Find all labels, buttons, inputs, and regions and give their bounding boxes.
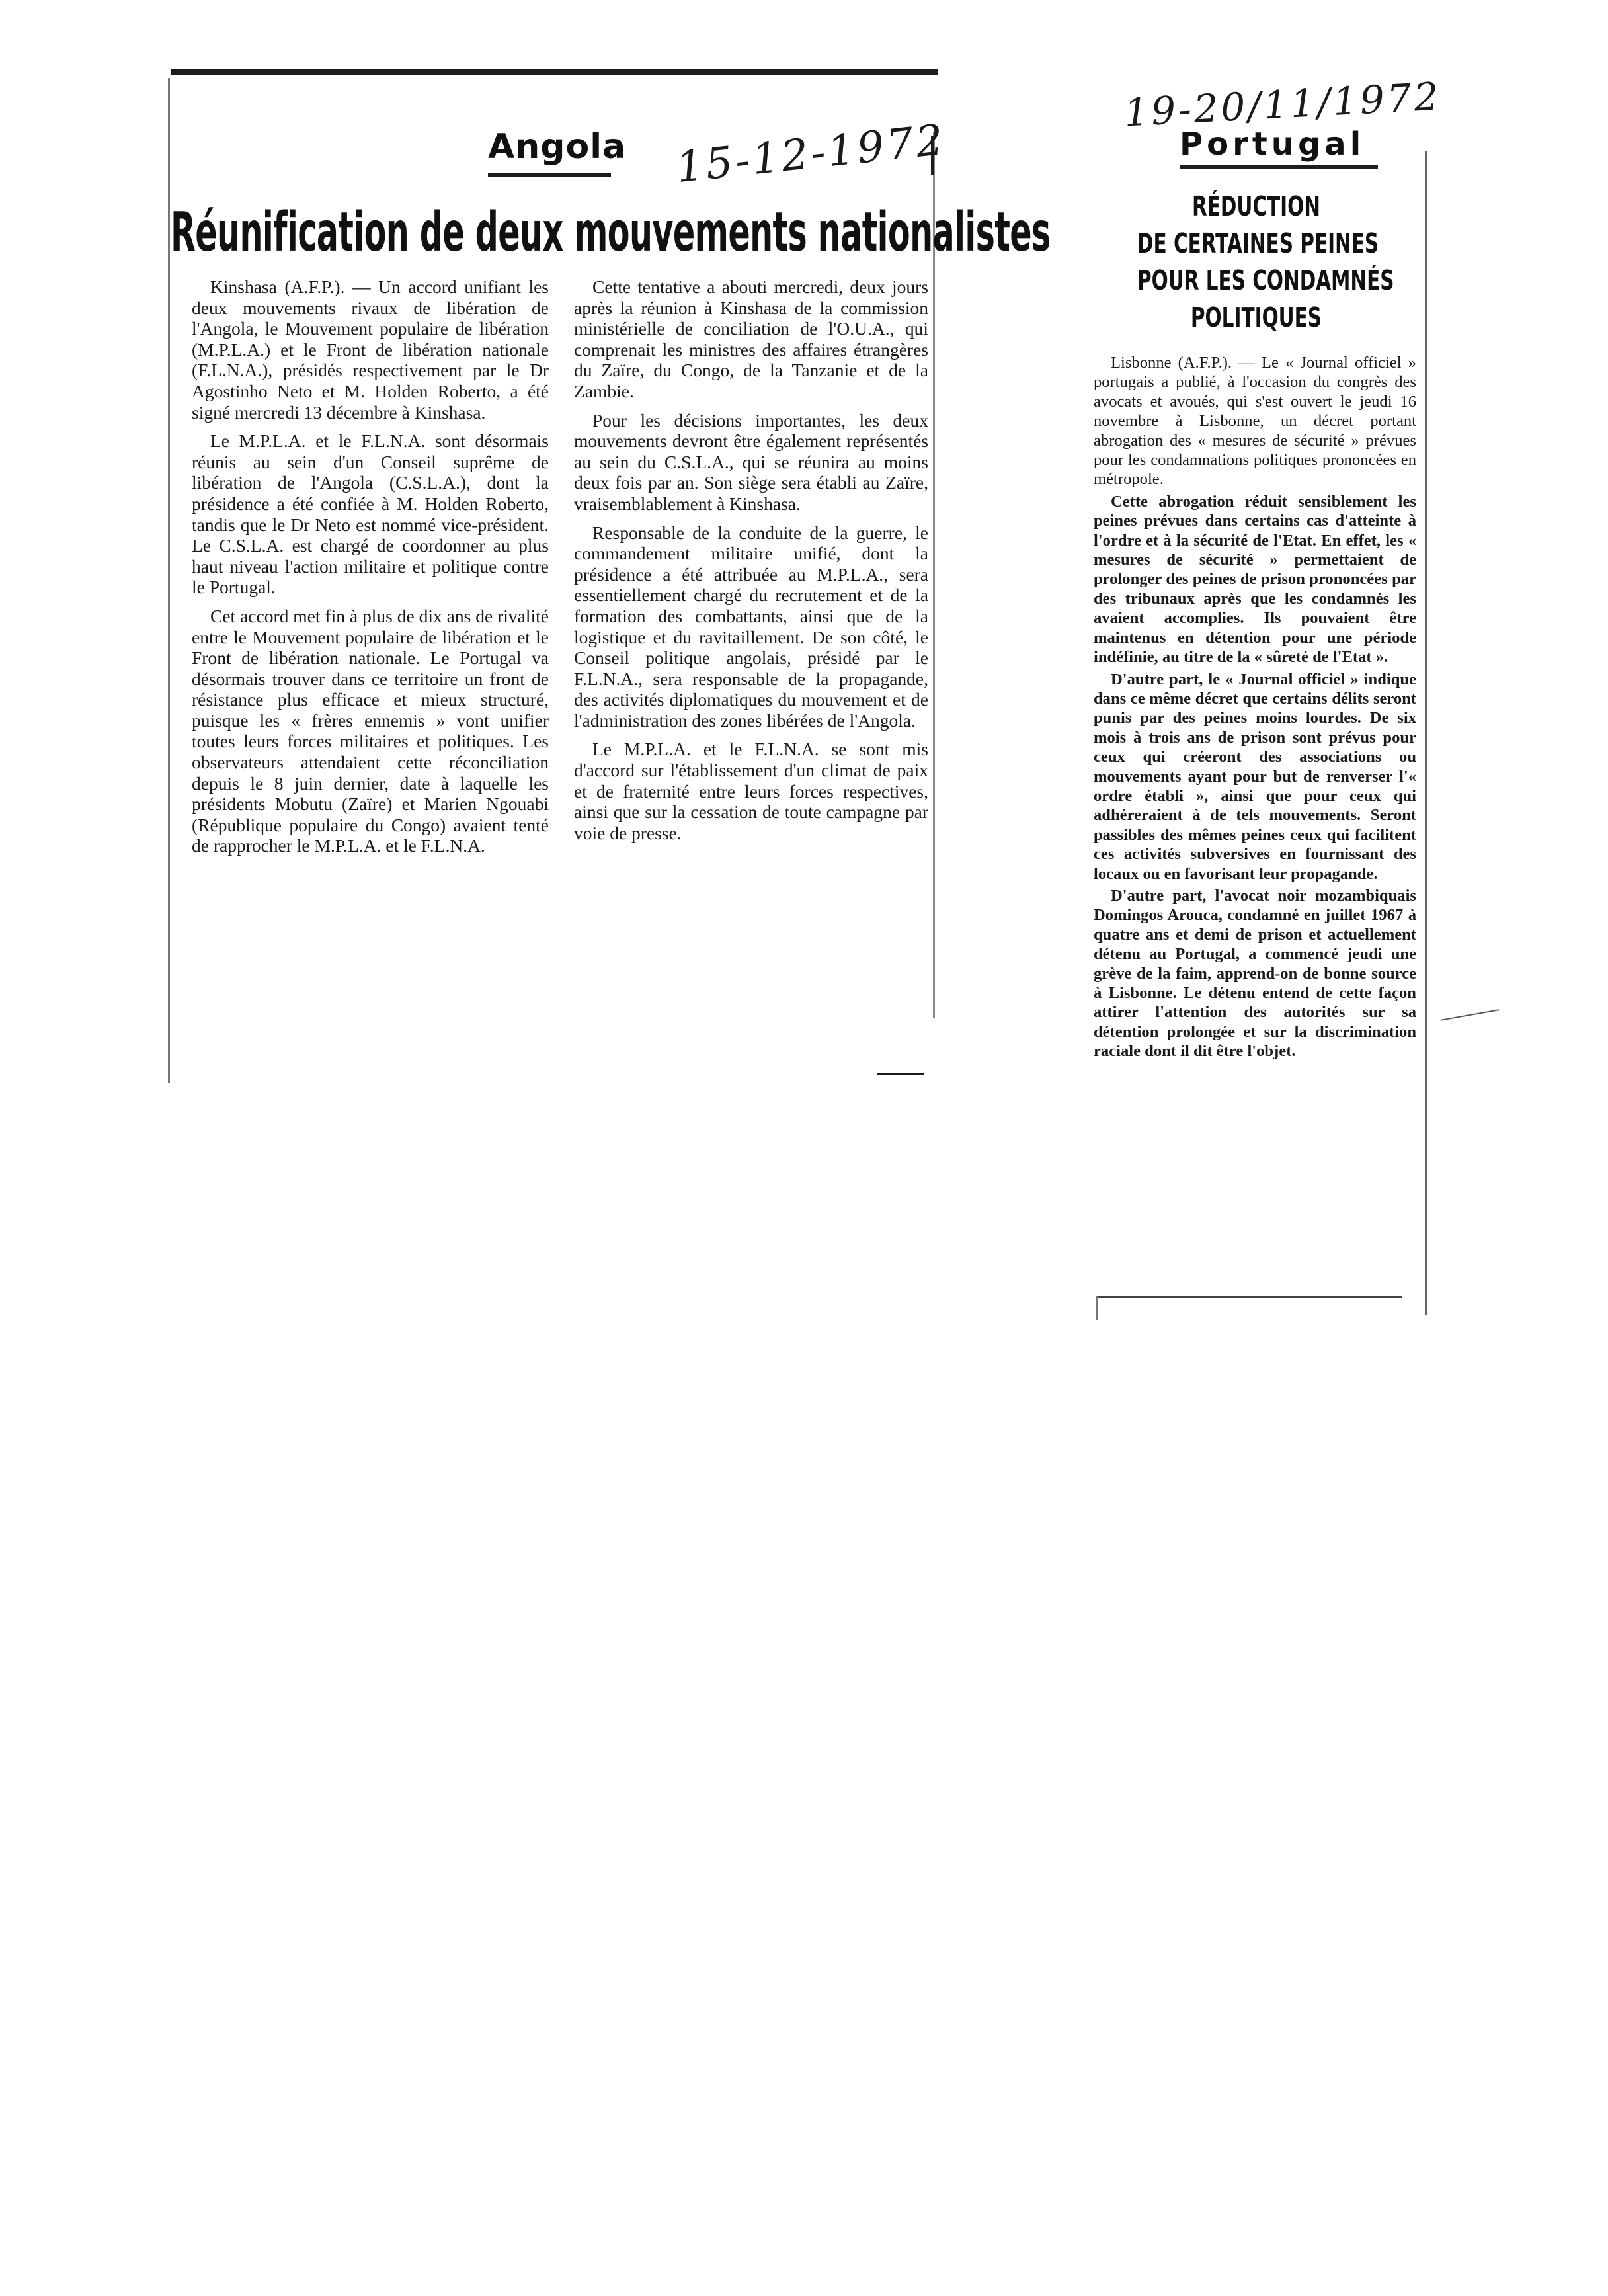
angola-paragraph: Pour les décisions importantes, les deux mouvements devront être également représentés au sein du C.S.L.A., qui se réunira au moins deux fois par an. Son siège sera établi au Zaïre, vraisemblablement à Kinshasa. xyxy=(574,409,928,514)
portugal-title xyxy=(1137,188,1394,336)
angola-column-1 xyxy=(192,276,549,864)
portugal-paragraph: D'autre part, le « Journal officiel » indique dans ce même décret que certains délits seront punis par des peines moins lourdes. De six mois à trois ans de prison sont prévus pour ceux qui créeront des associations ou mouvements ayant pour but de renverser l'« ordre établi », ainsi que pour ceux qui adhéreraient à de tels mouvements. Seront passibles des mêmes peines ceux qui facilitent ces activités subversives en fournissant des locaux ou en favorisant leur propagande. xyxy=(1094,670,1416,883)
portugal-left-edge xyxy=(1096,1296,1098,1320)
portugal-title-line: POLITIQUES xyxy=(1190,302,1322,333)
portugal-section-underline xyxy=(1180,165,1378,169)
angola-paragraph: Kinshasa (A.F.P.). — Un accord unifiant les deux mouvements rivaux de libération de l'Angola, le Mouvement populaire de libération (M.P.L.A.) et le Front de libération nationale (F.L.N.A.), présidés respectivement par le Dr Agostinho Neto et M. Holden Roberto, a été signé mercredi 13 décembre à Kinshasa. xyxy=(192,276,549,423)
portugal-right-edge xyxy=(1425,151,1427,1315)
angola-headline: Réunification de deux mouvements nationalistes xyxy=(171,201,1051,264)
portugal-section-label: Portugal xyxy=(1180,126,1365,163)
portugal-paragraph: Cette abrogation réduit sensiblement les peines prévues dans certains cas d'atteinte à l'ordre et à la sécurité de l'Etat. En effet, les « mesures de sécurité » permettaient de prolonger des peines de prison prononcées par des tribunaux après que les condamnés les avaient accomplies. Ils pouvaient être maintenus en détention pour une période indéfinie, au titre de la « sûreté de l'Etat ». xyxy=(1094,492,1416,667)
angola-paragraph: Cette tentative a abouti mercredi, deux jours après la réunion à Kinshasa de la commission ministérielle de conciliation de l'O.U.A., qui comprenait les ministres des affaires étrangères du Zaïre, du Congo, de la Tanzanie et de la Zambie. xyxy=(574,276,928,401)
angola-right-edge xyxy=(933,132,935,1018)
portugal-title-line: DE CERTAINES PEINES xyxy=(1137,227,1379,259)
portugal-title-line: POUR LES CONDAMNÉS xyxy=(1137,265,1394,296)
angola-paragraph: Responsable de la conduite de la guerre, le commandement militaire unifié, dont la présidence a été attribuée au M.P.L.A., sera essentiellement chargé du recrutement et de la formation des combattants, ainsi que de la logistique et du ravitaillement. De son côté, le Conseil politique angolais, présidé par le F.L.N.A., sera responsable de la propagande, des activités diplomatiques du mouvement et de l'administration des zones libérées de l'Angola. xyxy=(574,522,928,731)
angola-column-2 xyxy=(574,276,928,851)
portugal-paragraph: Lisbonne (A.F.P.). — Le « Journal officiel » portugais a publié, à l'occasion du congrès des avocats et avoués, qui s'est ouvert le jeudi 16 novembre à Lisbonne, un décret portant abrogation des « mesures de sécurité » prévues pour les condamnations politiques prononcées en métropole. xyxy=(1094,354,1416,489)
portugal-paragraph: D'autre part, l'avocat noir mozambiquais Domingos Arouca, condamné en juillet 1967 à quatre ans et demi de prison et actuellement détenu au Portugal, a commencé jeudi une grève de la faim, apprend-on de bonne source à Lisbonne. Le détenu entend de cette façon attirer l'attention des autorités sur sa détention prolongée et sur la discrimination raciale dont il dit être l'objet. xyxy=(1094,886,1416,1061)
angola-section-label: Angola xyxy=(488,127,627,167)
portugal-handwritten-date: 19-20/11/1972 xyxy=(1123,73,1443,136)
portugal-column xyxy=(1094,353,1416,1064)
angola-paragraph: Le M.P.L.A. et le F.L.N.A. sont désormais réunis au sein d'un Conseil suprême de libération de l'Angola (C.S.L.A.), dont la présidence a été confiée à M. Holden Roberto, tandis que le Dr Neto est nommé vice-président. Le C.S.L.A. est chargé de coordonner au plus haut niveau l'action militaire et politique contre le Portugal. xyxy=(192,430,549,598)
angola-paragraph: Le M.P.L.A. et le F.L.N.A. se sont mis d'accord sur l'établissement d'un climat de paix et de fraternité entre leurs forces respectives, ainsi que sur la cessation de toute campagne par voie de presse. xyxy=(574,739,928,843)
scan-mark xyxy=(1441,1009,1500,1021)
angola-handwritten-date: 15-12-1972 xyxy=(674,115,948,193)
angola-top-rule xyxy=(171,69,938,75)
portugal-title-line: RÉDUCTION xyxy=(1192,190,1320,222)
angola-end-rule xyxy=(877,1073,924,1075)
angola-section-underline xyxy=(488,173,611,177)
angola-paragraph: Cet accord met fin à plus de dix ans de rivalité entre le Mouvement populaire de libération et le Front de libération nationale. Le Portugal va désormais trouver dans ce territoire un front de résistance plus efficace et mieux structuré, puisque les « frères ennemis » vont unifier toutes leurs forces militaires et politiques. Les observateurs attendaient cette réconciliation depuis le 8 juin dernier, date à laquelle les présidents Mobutu (Zaïre) et Marien Ngouabi (République populaire du Congo) avaient tenté de rapprocher le M.P.L.A. et le F.L.N.A. xyxy=(192,605,549,856)
angola-left-edge xyxy=(168,78,170,1083)
portugal-bottom-rule xyxy=(1098,1296,1402,1298)
